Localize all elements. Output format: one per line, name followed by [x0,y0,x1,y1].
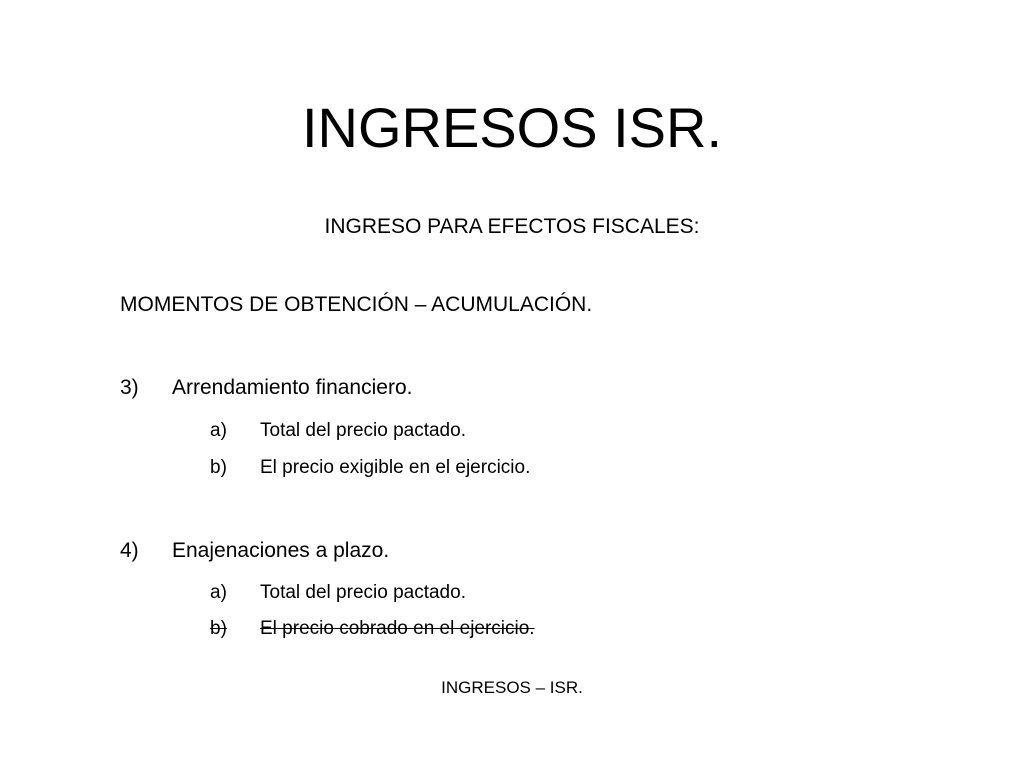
sub-item-marker: a) [210,582,227,603]
slide-title: INGRESOS ISR. [301,96,723,159]
sub-item-text: Total del precio pactado. [260,582,466,603]
sub-item-marker: b) [210,618,227,639]
sub-item-marker: a) [210,420,227,441]
sub-item-text: El precio exigible en el ejercicio. [260,457,531,478]
list-item-marker: 3) [120,376,139,399]
sub-item-text: Total del precio pactado. [260,420,466,441]
list-item-marker: 4) [120,539,139,562]
sub-item-text: El precio cobrado en el ejercicio. [260,618,535,639]
slide-footer: INGRESOS – ISR. [441,678,583,697]
section-heading: MOMENTOS DE OBTENCIÓN – ACUMULACIÓN. [120,293,593,316]
sub-item-marker: b) [210,457,227,478]
list-item-text: Enajenaciones a plazo. [172,539,390,562]
list-item-text: Arrendamiento financiero. [172,376,413,399]
slide-subtitle: INGRESO PARA EFECTOS FISCALES: [324,215,700,238]
